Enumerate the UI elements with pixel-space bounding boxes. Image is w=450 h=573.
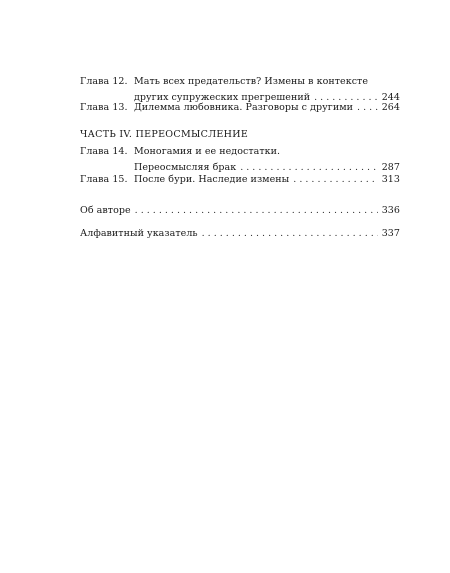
dot-leader	[202, 226, 378, 242]
entry-title: Об авторе	[80, 205, 131, 216]
chapter-label: Глава 15.	[80, 174, 128, 185]
toc-entry-line	[80, 100, 400, 116]
toc-entry-line	[80, 172, 400, 188]
toc-entry-chapter-13	[80, 100, 400, 116]
dot-leader	[135, 203, 378, 219]
chapter-title: Дилемма любовника. Разговоры с другими	[134, 102, 354, 113]
chapter-title-continued: Переосмысляя брак	[134, 162, 237, 173]
toc-entry-line	[80, 226, 400, 242]
entry-title: Алфавитный указатель	[80, 228, 198, 239]
chapter-title: После бури. Наследие измены	[134, 174, 290, 185]
page-number: 313	[381, 174, 400, 185]
toc-entry-line	[80, 203, 400, 219]
toc-entry-about-author	[80, 203, 400, 219]
chapter-label: Глава 13.	[80, 102, 128, 113]
page-number: 336	[381, 205, 400, 216]
chapter-title-continued: других супружеских прегрешений	[134, 92, 311, 103]
dot-leader	[357, 100, 378, 116]
toc-entry-line	[80, 74, 400, 90]
part-heading: ЧАСТЬ IV. ПЕРЕОСМЫСЛЕНИЕ	[80, 129, 249, 140]
chapter-label: Глава 14.	[80, 146, 128, 157]
page-number: 287	[381, 162, 400, 173]
chapter-label: Глава 12.	[80, 76, 128, 87]
chapter-title: Моногамия и ее недостатки.	[134, 146, 281, 157]
toc-entry-line	[80, 144, 400, 160]
toc-entry-chapter-15	[80, 172, 400, 188]
dot-leader	[293, 172, 377, 188]
chapter-title: Мать всех предательств? Измены в контексте	[134, 76, 369, 87]
page-number: 337	[381, 228, 400, 239]
page-number: 244	[381, 92, 400, 103]
page-number: 264	[381, 102, 400, 113]
toc-entry-index	[80, 226, 400, 242]
